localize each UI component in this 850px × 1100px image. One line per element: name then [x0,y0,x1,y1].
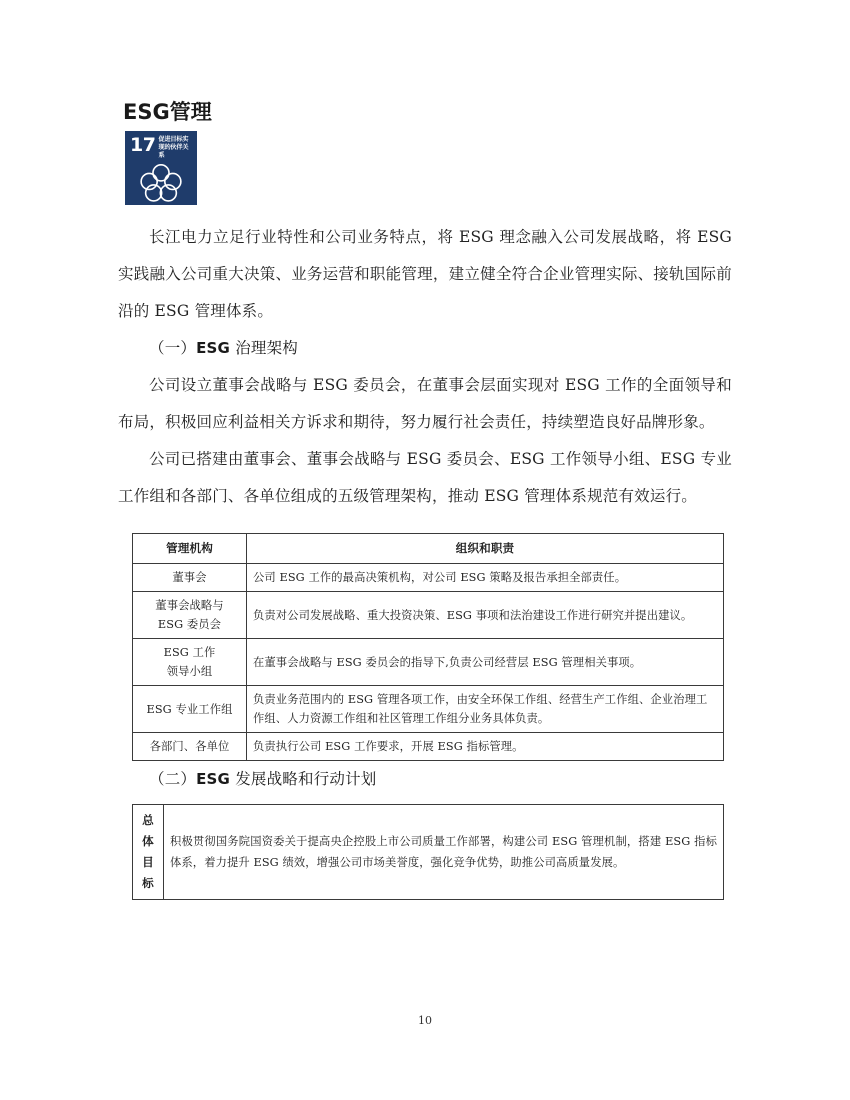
sdg-circles-icon [136,160,186,202]
heading-one-en: ESG [196,339,231,358]
sdg-badge-header [130,135,193,159]
table-row [133,639,724,686]
overall-goal-table [132,804,724,900]
heading-one-prefix: （一） [149,339,197,358]
cell-organization-line1: ESG 工作 [163,646,216,660]
governance-table [132,533,724,761]
heading-one-suffix: 治理架构 [230,339,299,358]
sdg-number: 17 [130,134,156,157]
goal-label-line1: 总体 [142,813,154,849]
cell-organization [133,639,247,686]
intro-paragraph: 长江电力立足行业特性和公司业务特点，将 ESG 理念融入公司发展战略，将 ESG 实践融入公司重大决策、业务运营和职能管理，建立健全符合企业管理实际、接轨国际前沿的 ESG 管理体系。 [118,228,732,321]
cell-responsibility: 在董事会战略与 ESG 委员会的指导下,负责公司经营层 ESG 管理相关事项。 [247,639,724,686]
table-header-row [133,534,724,564]
cell-responsibility: 负责业务范围内的 ESG 管理各项工作，由安全环保工作组、经营生产工作组、企业治理工作组、人力资源工作组和社区管理工作组分业务具体负责。 [247,686,724,733]
section-one-paragraph-1: 公司设立董事会战略与 ESG 委员会，在董事会层面实现对 ESG 工作的全面领导和布局，积极回应利益相关方诉求和期待，努力履行社会责任，持续塑造良好品牌形象。 [118,376,732,432]
cell-organization: 各部门、各单位 [133,733,247,761]
cell-organization-line2: ESG 委员会 [157,618,222,632]
cell-organization-line1: 董事会战略与 [155,599,224,613]
table-row [133,733,724,761]
cell-responsibility: 公司 ESG 工作的最高决策机构，对公司 ESG 策略及报告承担全部责任。 [247,564,724,592]
sdg-caption: 促进目标实现的伙伴关系 [158,136,189,160]
cell-organization-line2: 领导小组 [166,665,213,679]
table-row [133,805,724,900]
sdg-17-badge [125,131,197,205]
cell-responsibility: 负责对公司发展战略、重大投资决策、ESG 事项和法治建设工作进行研究并提出建议。 [247,592,724,639]
page-title: ESG管理 [123,100,212,124]
cell-responsibility: 负责执行公司 ESG 工作要求，开展 ESG 指标管理。 [247,733,724,761]
section-one-paragraph-2: 公司已搭建由董事会、董事会战略与 ESG 委员会、ESG 工作领导小组、ESG 专业工作组和各部门、各单位组成的五级管理架构，推动 ESG 管理体系规范有效运行。 [118,450,732,506]
heading-two-prefix: （二） [149,770,197,789]
table-row [133,686,724,733]
header-responsibility: 组织和职责 [247,534,724,564]
heading-two-en: ESG [196,770,231,789]
heading-two-suffix: 发展战略和行动计划 [230,770,377,789]
table-row [133,564,724,592]
table-row [133,592,724,639]
table-spacer [118,515,732,525]
cell-goal-body: 积极贯彻国务院国资委关于提高央企控股上市公司质量工作部署，构建公司 ESG 管理机制，搭建 ESG 指标体系，着力提升 ESG 绩效，增强公司市场美誉度，强化竞争优势，助推公司高质量发展。 [164,805,724,900]
goal-label-line2: 目标 [142,855,154,891]
header-organization: 管理机构 [133,534,247,564]
cell-organization [133,592,247,639]
page-number: 10 [418,1014,432,1027]
page-content [118,100,732,900]
cell-organization: 董事会 [133,564,247,592]
heading-section-one [118,330,732,367]
heading-section-two [118,761,732,798]
cell-goal-label [133,805,164,900]
cell-organization: ESG 专业工作组 [133,686,247,733]
